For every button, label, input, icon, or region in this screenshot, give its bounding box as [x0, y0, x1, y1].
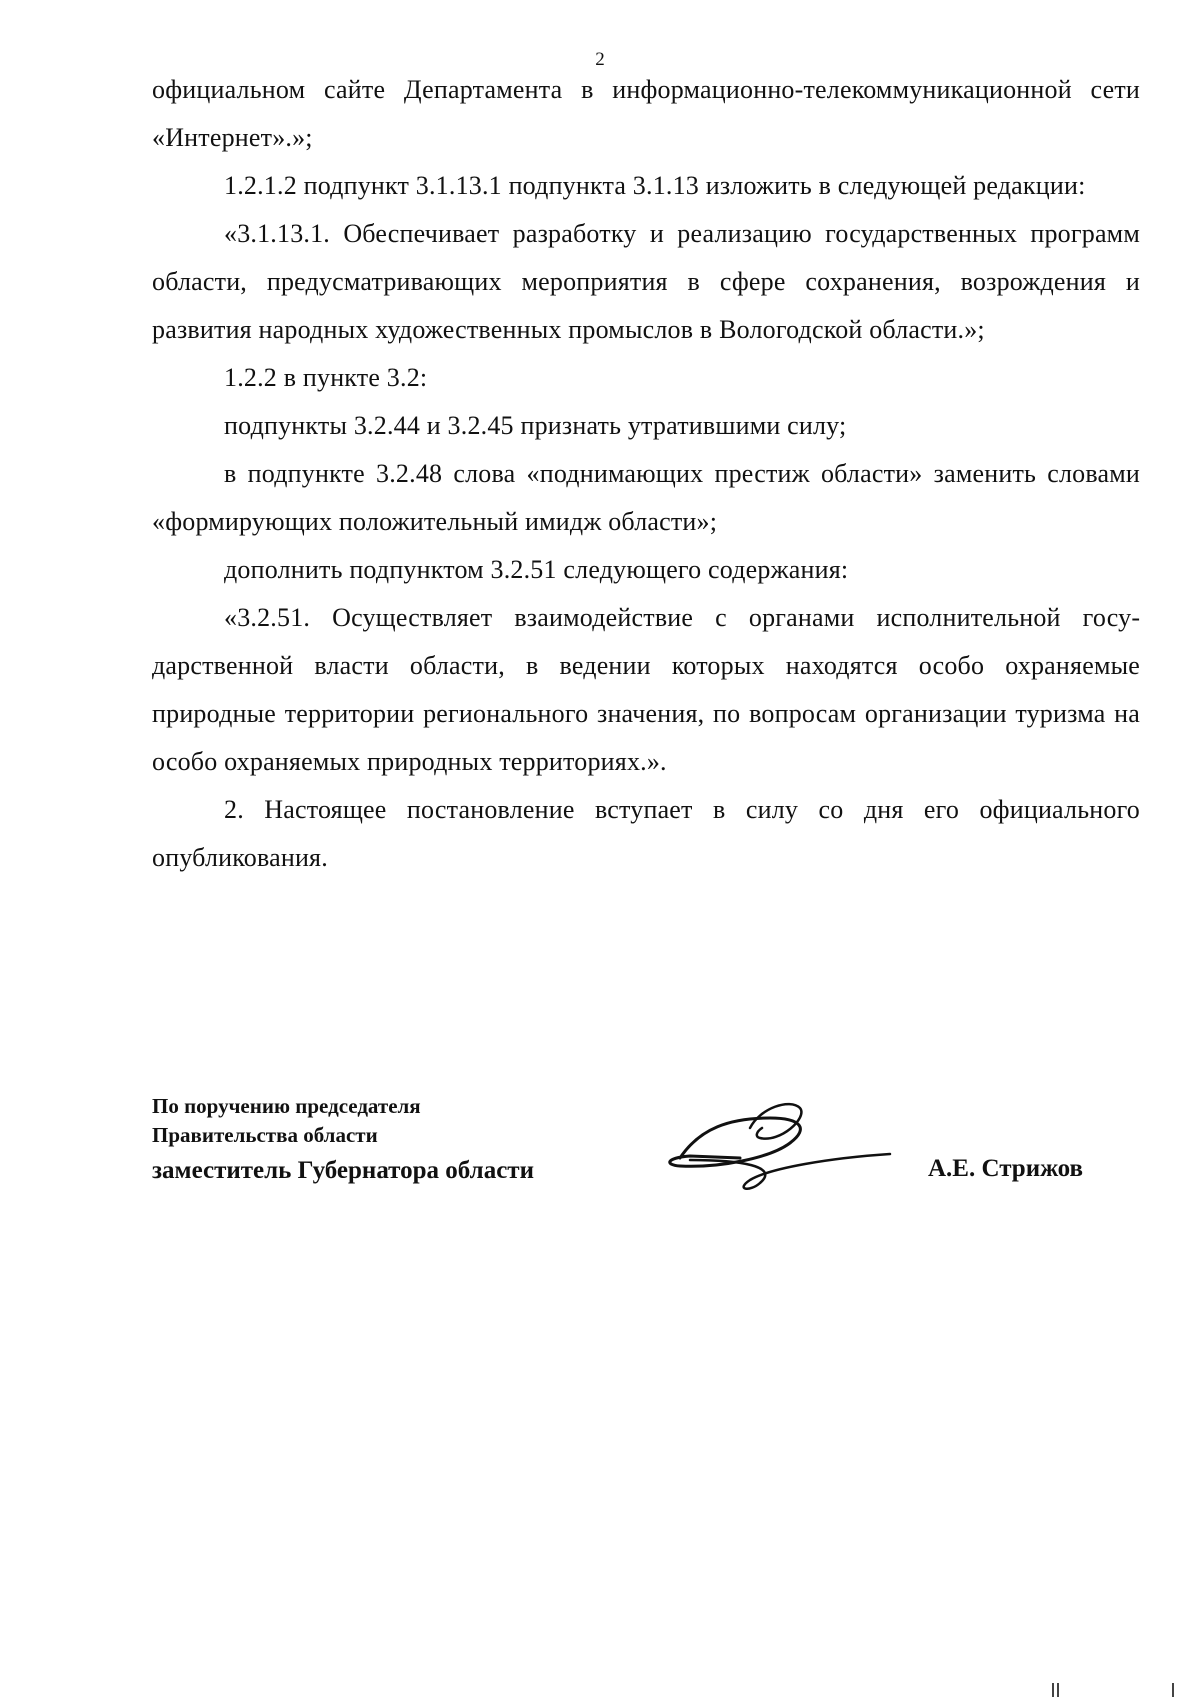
scan-artifact: [1052, 1683, 1054, 1697]
paragraph: 1.2.1.2 подпункт 3.1.13.1 подпункта 3.1.13 изложить в следующей редакции:: [224, 171, 1086, 200]
signatory-line-3: заместитель Губернатора области: [152, 1157, 534, 1184]
paragraph: в подпункте 3.2.48 слова «поднимающих престиж области» заменить словами «формирующих положительный имидж области»;: [152, 459, 1140, 536]
scan-artifact: [1057, 1683, 1059, 1697]
document-body: [152, 66, 1140, 882]
paragraph: официальном сайте Департамента в информационно-телекоммуникационной сети «Интернет».»;: [152, 75, 1140, 152]
paragraph: дополнить подпунктом 3.2.51 следующего содержания:: [224, 555, 849, 584]
paragraph: 1.2.2 в пункте 3.2:: [224, 363, 428, 392]
paragraph: «3.1.13.1. Обеспечивает разработку и реализацию государственных программ области, предусматривающих мероприятия в сфере сохранения, возрождения и развития народных художественных промыслов в Вологодской области.»;: [152, 219, 1140, 344]
scan-artifact: [1172, 1683, 1174, 1697]
signatory-line-1: По поручению председателя: [152, 1094, 421, 1118]
signatory-line-2: Правительства области: [152, 1123, 378, 1147]
paragraph: подпункты 3.2.44 и 3.2.45 признать утратившими силу;: [224, 411, 847, 440]
handwritten-signature: [660, 1088, 900, 1198]
paragraph: «3.2.51. Осуществляет взаимодействие с органами исполнительной государственной власти области, в ведении которых находятся особо охраняемые природные территории регионального значения, по вопросам организации туризма на особо охраняемых природных территориях.».: [152, 603, 1140, 776]
signatory-position: [152, 1092, 534, 1190]
page-number: 2: [595, 49, 605, 70]
signer-name: А.Е. Стрижов: [928, 1155, 1083, 1182]
paragraph: 2. Настоящее постановление вступает в силу со дня его официального опубликования.: [152, 795, 1140, 872]
